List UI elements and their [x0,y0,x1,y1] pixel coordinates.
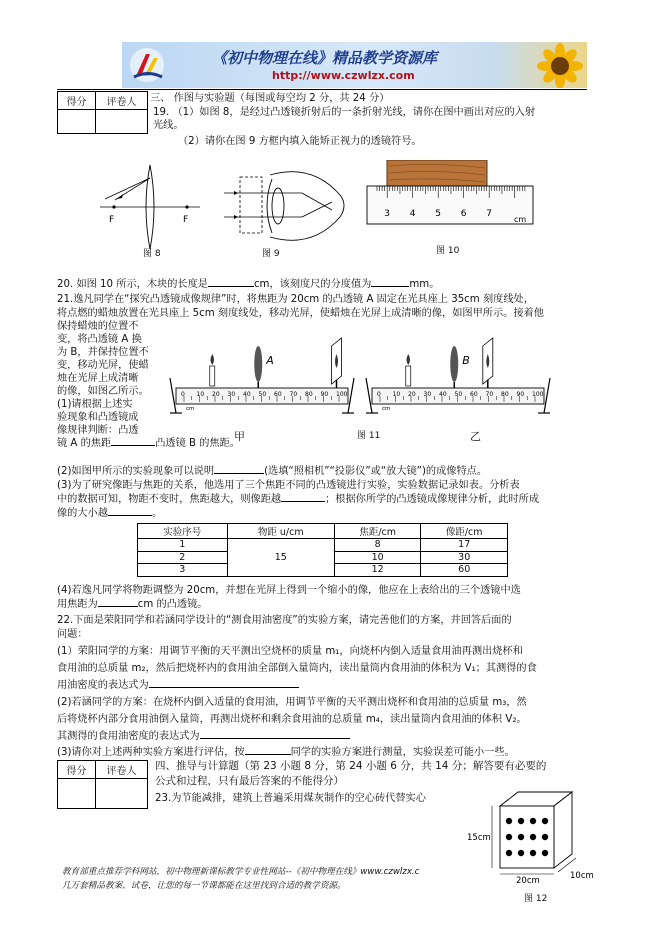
candle [406,366,411,386]
q21-blank-image-size[interactable] [108,515,152,516]
figure-10 [365,160,535,230]
q21-line-2: 将点燃的蜡烛放置在光具座上 5cm 刻度线处，移动光屏，使蜡烛在光屏上成清晰的像，如图甲所示。接着他 [57,308,544,319]
q21-blank-image-distance[interactable] [281,501,325,502]
lens [254,346,262,382]
banner-url: http://www.czwlzx.com [272,69,415,82]
table-cell: 17 [421,539,508,552]
table-cell: 30 [421,551,508,564]
q21-side-line: 变，移动光屏，使蜡 [57,360,149,371]
brick-hole [542,818,548,824]
table-row [138,539,508,552]
bench-unit: cm [186,406,195,412]
fig12-caption: 图 12 [524,894,548,904]
score-label: 得分 [58,761,96,779]
brick-hole [518,818,524,824]
bench-tick-label: 20 [408,391,416,398]
header-banner [122,42,587,88]
ruler-tick-label: 5 [435,209,441,219]
table-header: 像距/cm [421,524,508,539]
q22-line-1: 22.下面是荣阳同学和若涵同学设计的“测食用油密度”的实验方案，请完善他们的方案，并回答后面的 [57,615,512,626]
score-box [57,91,148,134]
q21-blank-compare[interactable] [111,445,155,446]
q21-side-text [57,320,149,437]
lens-b-label: B [462,354,470,367]
table-cell: 10 [334,551,421,564]
section4-heading-1: 四、推导与计算题（第 23 小题 8 分，第 24 小题 6 分，共 14 分；解答要有必要的 [155,760,547,772]
bench-tick-label: 70 [485,391,494,398]
q21-side-line: 的像，如图乙所示。 [57,386,149,397]
brick-hole [530,850,536,856]
bench-tick-label: 0 [377,391,381,398]
brick-hole [518,850,524,856]
bench-leg [544,378,550,413]
grader-label: 评卷人 [96,761,148,779]
bench-tick-label: 10 [392,391,401,398]
q21-lens-text-b: 凸透镜 B 的焦距。 [155,438,240,449]
brick-hole [542,834,548,840]
bench-leg [366,378,372,413]
q21-part3-line1: (3)为了研究像距与焦距的关系，他选用了三个焦距不同的凸透镜进行实验，实验数据记录如表。分析表 [57,480,520,491]
table-cell: 3 [138,564,228,577]
flame-icon [211,354,215,365]
q21-part3-c: ；根据你所学的凸透镜成像规律分析，此时所成 [325,494,540,505]
bench-tick-label: 10 [196,391,205,398]
q21-side-line: 烛在光屏上成清晰 [57,373,139,384]
data-table [137,523,508,577]
q22-line-9 [57,746,515,759]
yi-label: 乙 [470,430,481,443]
section3-heading: 三、 作图与实验题（每图或每空均 2 分，共 24 分） [150,93,390,104]
q22-blank-expr-1[interactable] [149,687,299,688]
bench-tick-label: 60 [274,391,282,398]
footer-line-1: 教育部重点推荐学科网站，初中物理新课标教学专业性网站--《初中物理在线》www.czwlzx.c [62,867,420,877]
table-cell-object-distance: 15 [227,539,334,577]
q20-blank-division[interactable] [371,286,409,287]
bench-tick-label: 80 [305,391,313,398]
score-label: 得分 [58,92,96,110]
bench-tick-label: 40 [439,391,447,398]
q21-side-line: 验现象和凸透镜成 [57,412,139,423]
q20 [57,278,439,291]
bench-tick-label: 40 [243,391,251,398]
table-header: 物距 u/cm [227,524,334,539]
bench-tick-label: 70 [289,391,298,398]
q21-side-line: 像规律判断：凸透 [57,425,139,436]
grader-cell[interactable] [96,779,148,809]
ruler-tick-label: 4 [409,209,416,219]
ruler-tick-label: 6 [460,209,467,219]
candle [210,366,215,386]
q22-line-2: 问题： [57,629,88,640]
q21-lens-text-a: 镜 A 的焦距 [57,438,112,449]
q22-line-3: (1）荣阳同学的方案：用调节平衡的天平测出空烧杯的质量 m₁，向烧杯内倒入适量食用油再测出烧杯和 [57,646,523,657]
score-box-2 [57,760,148,809]
brick-hole [506,850,512,856]
bench-tick-label: 90 [516,391,525,398]
grader-cell[interactable] [96,110,148,134]
ruler-unit: cm [514,215,527,224]
footer-line-2: 几万套精品教案、试卷，让您的每一节课都能在这里找到合适的教学资源。 [62,881,346,891]
q21-part3-e: 。 [151,508,163,519]
q22-blank-expr-2[interactable] [200,738,350,739]
q21-side-line: (1)请根据上述实 [57,399,133,410]
brick-hole [530,818,536,824]
q19-part2: （2）请你在图 9 方框内填入能矫正视力的透镜符号。 [178,136,422,147]
bench-tick-label: 30 [227,391,236,398]
table-cell: 1 [138,539,228,552]
q21-part3-b: 中的数据可知，物距不变时，焦距越大，则像距越 [57,494,282,505]
q19-part1-cont: 光线。 [153,120,184,131]
q22-eval-a: (3)请你对上述两种实验方案进行评估，按 [57,747,245,758]
q21-side-line: 保持蜡烛的位置不 [57,321,139,332]
q20-blank-length[interactable] [208,286,254,287]
ruler-tick-label: 3 [384,209,390,219]
q21-blank-focal[interactable] [98,606,138,607]
bench-tick-label: 20 [212,391,220,398]
fig8-caption: 图 8 [143,249,161,259]
banner-title: 《初中物理在线》精品教学资源库 [212,49,438,67]
q22-line-7: 后将烧杯内部分食用油倒入量筒，再测出烧杯和剩余食用油的总质量 m₄，读出量筒内食用油的体积 V₂。 [57,714,527,725]
q21-part2-b: (选填“照相机”“投影仪”或“放大镜”)的成像特点。 [264,466,488,477]
bench-tick-label: 50 [454,391,463,398]
bench-tick-label: 100 [336,391,348,398]
q21-blank-device[interactable] [214,473,264,474]
flame-icon [407,354,411,365]
brick-hole [518,834,524,840]
fig10-caption: 图 10 [436,246,460,256]
table-cell: 2 [138,551,228,564]
table-header: 焦距/cm [334,524,421,539]
brick-hole [506,834,512,840]
q21-side-line: 为 B，并保持位置不 [57,347,149,358]
q21-part2 [57,465,487,478]
dim-height: 15cm [467,833,491,843]
bench-tick-label: 0 [181,391,185,398]
table-header: 实验序号 [138,524,228,539]
q21-line-1: 21.逸凡同学在“探究凸透镜成像规律”时，将焦距为 20cm 的凸透镜 A 固定在光具座上 35cm 刻度线处， [57,294,534,305]
q20-text-b: cm，该刻度尺的分度值为 [253,279,372,290]
q21-lens-compare [57,437,240,450]
q22-expr-1-label: 用油密度的表达式为 [57,680,149,691]
grader-label: 评卷人 [96,92,148,110]
q21-part4-c: cm 的凸透镜。 [137,599,208,610]
q22-line-5 [57,679,299,692]
score-cell[interactable] [58,779,96,809]
table-header-row [138,524,508,539]
figure-11 [168,318,558,438]
bench-tick-label: 50 [258,391,267,398]
q21-side-line: 变，将凸透镜 A 换 [57,334,142,345]
figure-12 [466,790,596,886]
figure-8 [95,160,205,255]
score-cell[interactable] [58,110,96,134]
table-cell: 8 [334,539,421,552]
focus-right: F [183,215,189,225]
q21-part4-line2 [57,598,207,611]
bench-leg [170,378,176,413]
q20-text-a: 20. 如图 10 所示，木块的长度是 [57,279,208,290]
ruler-tick-label: 7 [486,209,492,219]
q21-part4-b: 用焦距为 [57,599,98,610]
fig11-caption: 图 11 [357,431,381,441]
jia-label: 甲 [234,430,245,443]
bench-tick-label: 80 [501,391,509,398]
q21-part3-line2 [57,493,539,506]
q22-line-4: 食用油的总质量 m₂，然后把烧杯内的食用油全部倒入量筒内，读出量筒内食用油的体积为 V₁；其测得的食 [57,663,537,674]
q23-text: 23.为节能减排，建筑上普遍采用煤灰制作的空心砖代替实心 [155,793,426,804]
logo-icon [128,46,166,84]
sunflower-icon [532,42,587,88]
dim-length: 20cm [516,876,540,886]
table-cell: 12 [334,564,421,577]
fig9-caption: 图 9 [262,249,280,259]
focus-left: F [109,215,115,225]
q20-text-c: mm。 [409,279,440,290]
brick-hole [530,834,536,840]
table-cell: 60 [421,564,508,577]
bench-tick-label: 30 [423,391,432,398]
brick-hole [542,850,548,856]
figure-9 [222,165,352,250]
q22-blank-student[interactable] [245,754,291,755]
bench-tick-label: 90 [320,391,329,398]
q21-part3-line3 [57,507,162,520]
lens [450,346,458,382]
lens-a-label: A [266,354,274,367]
q21-part2-a: (2)如图甲所示的实验现象可以说明 [57,466,215,477]
section4-heading-2: 公式和过程，只有最后答案的不能得分） [155,775,344,787]
brick-hole [506,818,512,824]
bench-leg [348,378,354,413]
header-rule [57,89,587,90]
q22-eval-b: 同学的实验方案进行测量，实验误差可能小一些。 [290,747,515,758]
q22-expr-2-label: 其测得的食用油密度的表达式为 [57,731,200,742]
q21-part4-line1: (4)若逸凡同学将物距调整为 20cm，并想在光屏上得到一个缩小的像，他应在上表给出的三个透镜中选 [57,585,521,596]
q19-part1: 19. （1）如图 8，是经过凸透镜折射后的一条折射光线，请你在图中画出对应的入射 [153,107,536,118]
q22-line-8 [57,730,350,743]
q21-part3-d: 像的大小越 [57,508,108,519]
bench-tick-label: 100 [532,391,544,398]
dim-depth: 10cm [570,871,594,881]
bench-tick-label: 60 [470,391,478,398]
bench-unit: cm [382,406,391,412]
q22-line-6: (2)若涵同学的方案：在烧杯内倒入适量的食用油，用调节平衡的天平测出烧杯和食用油的总质量 m₃，然 [57,697,527,708]
